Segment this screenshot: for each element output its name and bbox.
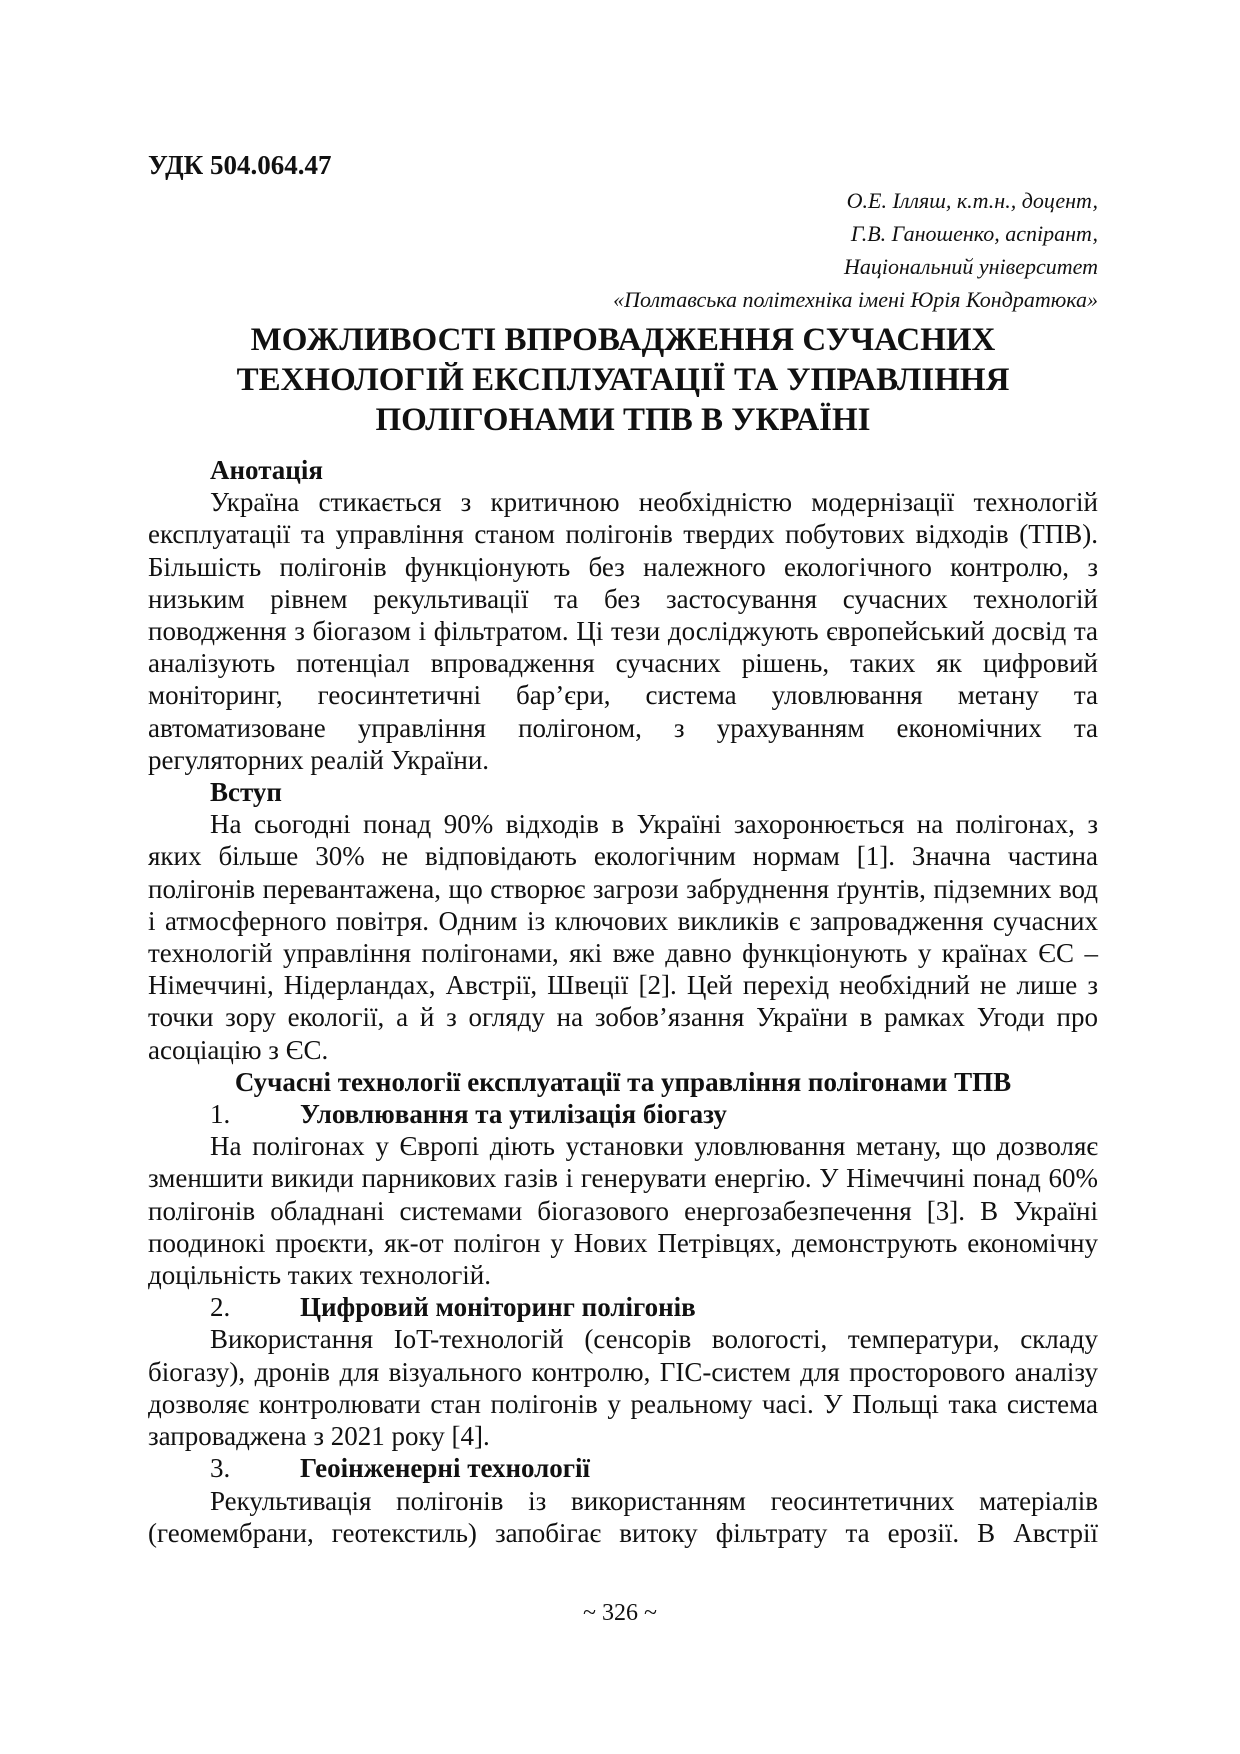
subsection-title: Цифровий моніторинг полігонів [300,1292,696,1323]
subsection-heading [148,1291,1098,1323]
title-line: МОЖЛИВОСТІ ВПРОВАДЖЕННЯ СУЧАСНИХ [250,322,996,358]
author-line: Г.В. Ганошенко, аспірант, [850,221,1098,246]
author-line: О.Е. Ілляш, к.т.н., доцент, [846,188,1098,213]
subsection-title: Уловлювання та утилізація біогазу [300,1099,727,1130]
subsection-number: 2. [210,1292,231,1323]
subsection-paragraph: Рекультивація полігонів із використанням геосинтетичних матеріалів (геомембрани, геотекстиль) запобігає витоку фільтрату та ерозії. В Австрії [148,1485,1098,1548]
subsection-paragraph: На полігонах у Європі діють установки уловлювання метану, що дозволяє зменшити викиди парникових газів і генерувати енергію. У Німеччині понад 60% полігонів обладнані системами біогазового енергозабезпечення [3]. В Україні поодинокі проєкти, як-от полігон у Нових Петрівцях, демонструють економічну доцільність таких технологій. [148,1131,1098,1291]
affiliation-line: «Полтавська політехніка імені Юрія Кондратюка» [613,287,1098,312]
subsection-paragraph: Використання IoT-технологій (сенсорів вологості, температури, складу біогазу), дронів для візуального контролю, ГІС-систем для просторового аналізу дозволяє контролювати стан полігонів у реальному часі. У Польщі така система запроваджена з 2021 року [4]. [148,1324,1098,1452]
paper-title [148,320,1098,440]
title-line: ПОЛІГОНАМИ ТПВ В УКРАЇНІ [375,402,871,438]
paper-body [148,454,1098,1549]
subsection-number: 1. [210,1099,231,1130]
udc-code: УДК 504.064.47 [148,150,332,180]
author-block [613,184,1098,316]
page-number: ~ 326 ~ [583,1600,657,1626]
subsection-number: 3. [210,1453,231,1484]
affiliation-line: Національний університет [843,254,1098,279]
section-heading: Сучасні технології експлуатації та управління полігонами ТПВ [234,1066,1012,1097]
intro-paragraph: На сьогодні понад 90% відходів в Україні захоронюється на полігонах, з яких більше 30% не відповідають екологічним нормам [1]. Значна частина полігонів перевантажена, що створює загрози забруднення ґрунтів, підземних вод і атмосферного повітря. Одним із ключових викликів є запровадження сучасних технологій управління полігонами, які вже давно функціонують у країнах ЄС – Німеччині, Нідерландах, Австрії, Швеції [2]. Цей перехід необхідний не лише з точки зору екології, а й з огляду на зобов’язання України в рамках Угоди про асоціацію з ЄС. [148,809,1098,1065]
subsection-heading [148,1098,1098,1130]
abstract-heading: Анотація [210,455,323,485]
intro-heading: Вступ [210,777,282,808]
abstract-paragraph: Україна стикається з критичною необхідністю модернізації технологій експлуатації та управління станом полігонів твердих побутових відходів (ТПВ). Більшість полігонів функціонують без належного екологічного контролю, з низьким рівнем рекультивації та без застосування сучасних технологій поводження з біогазом і фільтратом. Ці тези досліджують європейський досвід та аналізують потенціал впровадження сучасних рішень, таких як цифровий моніторинг, геосинтетичні бар’єри, система уловлювання метану та автоматизоване управління полігоном, з урахуванням економічних та регуляторних реалій України. [148,487,1098,775]
title-line: ТЕХНОЛОГІЙ ЕКСПЛУАТАЦІЇ ТА УПРАВЛІННЯ [236,362,1010,398]
subsection-heading [148,1452,1098,1484]
subsection-title: Геоінженерні технології [300,1453,591,1484]
